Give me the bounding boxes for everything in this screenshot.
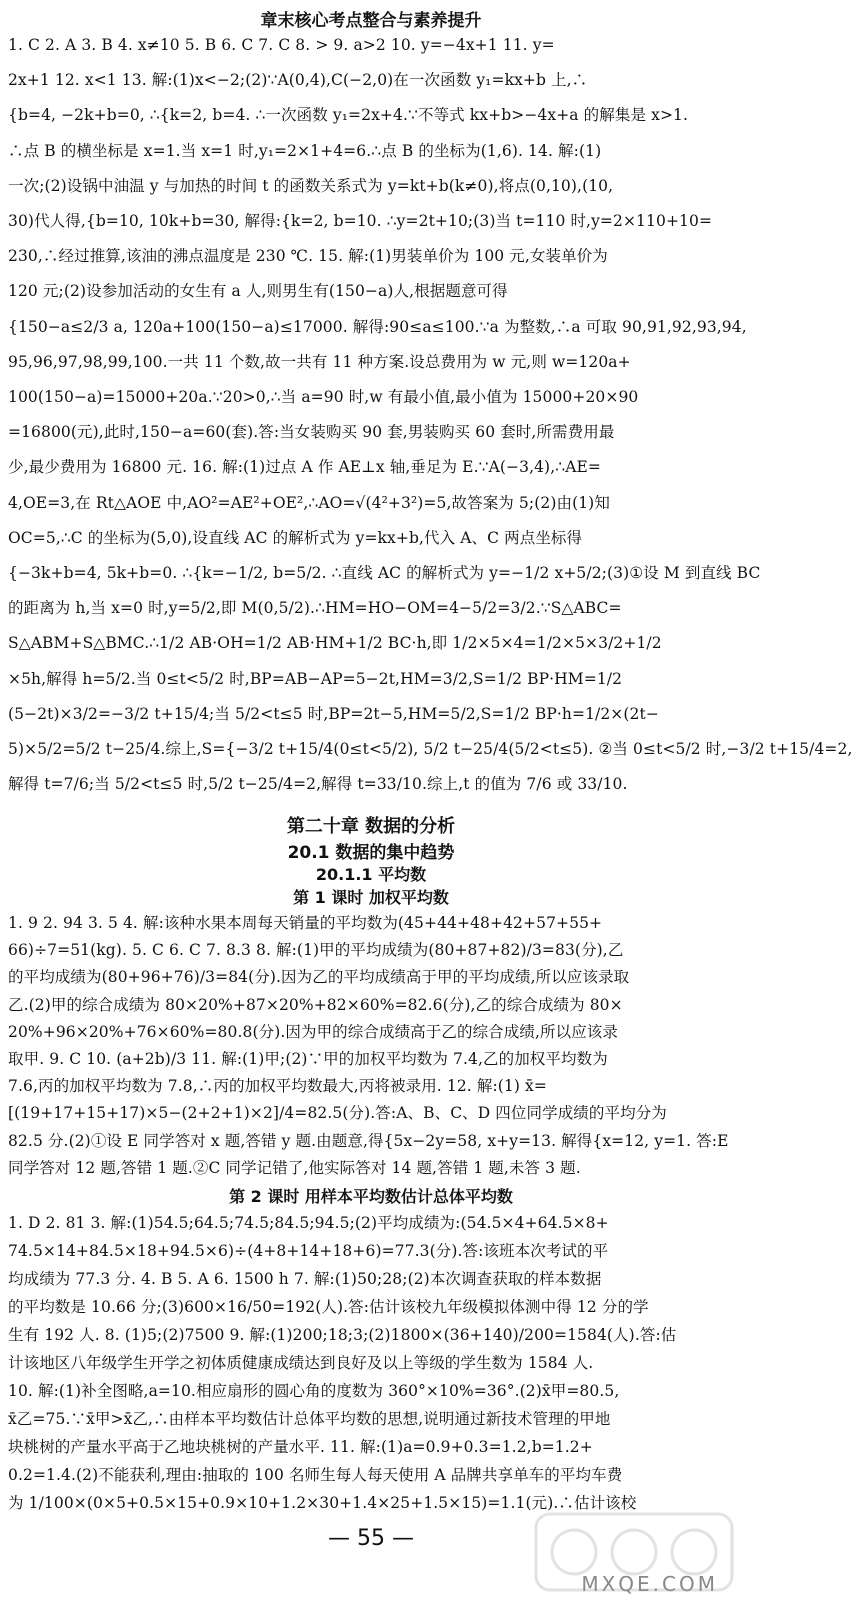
chapter-review-answer-line: =16800(元),此时,150−a=60(套).答:当女装购买 90 套,男装购买 60 套时,所需费用最	[8, 423, 615, 442]
watermark-subtext: MXQE.COM	[581, 1572, 718, 1596]
chapter-review-answer-line: 解得 t=7/6;当 5/2<t≤5 时,5/2 t−25/4=2,解得 t=33/10.综上,t 的值为 7/6 或 33/10.	[8, 775, 628, 794]
lesson-1-answer-line: 的平均成绩为(80+96+76)/3=84(分).因为乙的平均成绩高于甲的平均成绩,所以应该录取	[8, 968, 630, 987]
lesson-1-answer-line: 取甲. 9. C 10. (a+2b)/3 11. 解:(1)甲;(2)∵甲的加权平均数为 7.4,乙的加权平均数为	[8, 1050, 608, 1068]
lesson-2-answer-line: 1. D 2. 81 3. 解:(1)54.5;64.5;74.5;84.5;94.5;(2)平均成绩为:(54.5×4+64.5×8+	[8, 1214, 609, 1232]
chapter-review-answer-line: {150−a≤2/3 a, 120a+100(150−a)≤17000. 解得:90≤a≤100.∵a 为整数,∴a 可取 90,91,92,93,94,	[8, 317, 747, 336]
chapter-review-answer-line: 少,最少费用为 16800 元. 16. 解:(1)过点 A 作 AE⊥x 轴,垂足为 E.∵A(−3,4),∴AE=	[8, 458, 601, 477]
chapter-review-answer-line: (5−2t)×3/2=−3/2 t+15/4;当 5/2<t≤5 时,BP=2t−5,HM=5/2,S=1/2 BP·h=1/2×(2t−	[8, 704, 659, 723]
lesson-1-answer-line: 同学答对 12 题,答错 1 题.②C 同学记错了,他实际答对 14 题,答错 1 题,未答 3 题.	[8, 1158, 581, 1177]
chapter-review-answer-line: 120 元;(2)设参加活动的女生有 a 人,则男生有(150−a)人,根据题意可得	[8, 282, 508, 301]
lesson-2-title: 第 2 课时 用样本平均数估计总体平均数	[229, 1187, 513, 1206]
chapter-review-answer-line: OC=5,∴C 的坐标为(5,0),设直线 AC 的解析式为 y=kx+b,代入 A、C 两点坐标得	[8, 528, 583, 547]
chapter-review-answer-line: ×5h,解得 h=5/2.当 0≤t<5/2 时,BP=AB−AP=5−2t,HM=3/2,S=1/2 BP·HM=1/2	[8, 669, 623, 688]
chapter-review-answer-line: 的距离为 h,当 x=0 时,y=5/2,即 M(0,5/2).∴HM=HO−OM=4−5/2=3/2.∵S△ABC=	[8, 599, 622, 618]
lesson-2-answer-line: 为 1/100×(0×5+0.5×15+0.9×10+1.2×30+1.4×25+1.5×15)=1.1(元).∴估计该校	[8, 1494, 637, 1512]
chapter-review-answer-line: 100(150−a)=15000+20a.∵20>0,∴当 a=90 时,w 有最小值,最小值为 15000+20×90	[8, 388, 639, 406]
chapter-review-answer-line: 1. C 2. A 3. B 4. x≠10 5. B 6. C 7. C 8. > 9. a>2 10. y=−4x+1 11. y=	[8, 36, 555, 54]
chapter-review-answer-line: 5)×5/2=5/2 t−25/4.综上,S={−3/2 t+15/4(0≤t<5/2), 5/2 t−25/4(5/2<t≤5). ②当 0≤t<5/2 时,−3/2 t+15/4=2,	[8, 740, 853, 758]
chapter-review-answer-line: 30)代人得,{b=10, 10k+b=30, 解得:{k=2, b=10. ∴y=2t+10;(3)当 t=110 时,y=2×110+10=	[8, 212, 713, 230]
lesson-1-answer-line: 1. 9 2. 94 3. 5 4. 解:该种水果本周每天销量的平均数为(45+44+48+42+57+55+	[8, 914, 603, 932]
chapter-review-answer-line: {−3k+b=4, 5k+b=0. ∴{k=−1/2, b=5/2. ∴直线 AC 的解析式为 y=−1/2 x+5/2;(3)①设 M 到直线 BC	[8, 564, 761, 582]
lesson-1-title: 第 1 课时 加权平均数	[293, 888, 449, 907]
lesson-2-answer-line: 计该地区八年级学生开学之初体质健康成绩达到良好及以上等级的学生数为 1584 人.	[8, 1354, 594, 1372]
lesson-2-answer-line: 74.5×14+84.5×18+94.5×6)÷(4+8+14+18+6)=77.3(分).答:该班本次考试的平	[8, 1242, 609, 1260]
lesson-2-answer-line: 块桃树的产量水平高于乙地块桃树的产量水平. 11. 解:(1)a=0.9+0.3=1.2,b=1.2+	[8, 1438, 593, 1456]
lesson-2-answer-line: 的平均数是 10.66 分;(3)600×16/50=192(人).答:估计该校九年级模拟体测中得 12 分的学	[8, 1298, 649, 1316]
lesson-1-answer-line: [(19+17+15+17)×5−(2+2+1)×2]/4=82.5(分).答:A、B、C、D 四位同学成绩的平均分为	[8, 1104, 667, 1123]
lesson-1-answer-line: 7.6,丙的加权平均数为 7.8,∴丙的加权平均数最大,丙将被录用. 12. 解:(1) x̄=	[8, 1077, 547, 1096]
page-number: — 55 —	[328, 1526, 414, 1551]
chapter-title: 第二十章 数据的分析	[286, 816, 456, 837]
chapter-review-answer-line: ∴点 B 的横坐标是 x=1.当 x=1 时,y₁=2×1+4=6.∴点 B 的坐标为(1,6). 14. 解:(1)	[8, 141, 602, 160]
chapter-review-answer-line: 4,OE=3,在 Rt△AOE 中,AO²=AE²+OE²,∴AO=√(4²+3²)=5,故答案为 5;(2)由(1)知	[8, 493, 610, 512]
subsection-title: 20.1 数据的集中趋势	[287, 843, 455, 863]
lesson-1-answer-line: 20%+96×20%+76×60%=80.8(分).因为甲的综合成绩高于乙的综合成绩,所以应该录	[8, 1022, 618, 1041]
watermark-logo	[534, 1512, 734, 1592]
lesson-2-answer-line: 10. 解:(1)补全图略,a=10.相应扇形的圆心角的度数为 360°×10%=36°.(2)x̄甲=80.5,	[8, 1382, 620, 1400]
lesson-1-answer-line: 66)÷7=51(kg). 5. C 6. C 7. 8.3 8. 解:(1)甲的平均成绩为(80+87+82)/3=83(分),乙	[8, 941, 624, 960]
lesson-1-answer-line: 82.5 分.(2)①设 E 同学答对 x 题,答错 y 题.由题意,得{5x−2y=58, x+y=13. 解得{x=12, y=1. 答:E	[8, 1131, 729, 1150]
chapter-review-answer-line: 230,∴经过推算,该油的沸点温度是 230 ℃. 15. 解:(1)男装单价为 100 元,女装单价为	[8, 247, 608, 266]
lesson-1-answer-line: 乙.(2)甲的综合成绩为 80×20%+87×20%+82×60%=82.6(分),乙的综合成绩为 80×	[8, 995, 623, 1014]
chapter-review-answer-line: 2x+1 12. x<1 13. 解:(1)x<−2;(2)∵A(0,4),C(−2,0)在一次函数 y₁=kx+b 上,∴	[8, 71, 588, 90]
lesson-2-answer-line: x̄乙=75.∵x̄甲>x̄乙,∴由样本平均数估计总体平均数的思想,说明通过新技术管理的甲地	[8, 1410, 611, 1428]
lesson-2-answer-line: 均成绩为 77.3 分. 4. B 5. A 6. 1500 h 7. 解:(1)50;28;(2)本次调查获取的样本数据	[8, 1270, 602, 1288]
subsubsection-title: 20.1.1 平均数	[315, 865, 427, 884]
chapter-review-answer-line: 95,96,97,98,99,100.一共 11 个数,故一共有 11 种方案.设总费用为 w 元,则 w=120a+	[8, 352, 631, 371]
chapter-review-answer-line: {b=4, −2k+b=0, ∴{k=2, b=4. ∴一次函数 y₁=2x+4.∵不等式 kx+b>−4x+a 的解集是 x>1.	[8, 106, 689, 125]
lesson-2-answer-line: 0.2=1.4.(2)不能获利,理由:抽取的 100 名师生每人每天使用 A 品牌共享单车的平均车费	[8, 1466, 623, 1484]
lesson-2-answer-line: 生有 192 人. 8. (1)5;(2)7500 9. 解:(1)200;18;3;(2)1800×(36+140)/200=1584(人).答:估	[8, 1326, 677, 1344]
chapter-review-answer-line: S△ABM+S△BMC.∴1/2 AB·OH=1/2 AB·HM+1/2 BC·h,即 1/2×5×4=1/2×5×3/2+1/2	[8, 634, 662, 653]
section-title-chapter-review: 章末核心考点整合与素养提升	[260, 11, 482, 31]
chapter-review-answer-line: 一次;(2)设锅中油温 y 与加热的时间 t 的函数关系式为 y=kt+b(k≠0),将点(0,10),(10,	[8, 176, 614, 195]
